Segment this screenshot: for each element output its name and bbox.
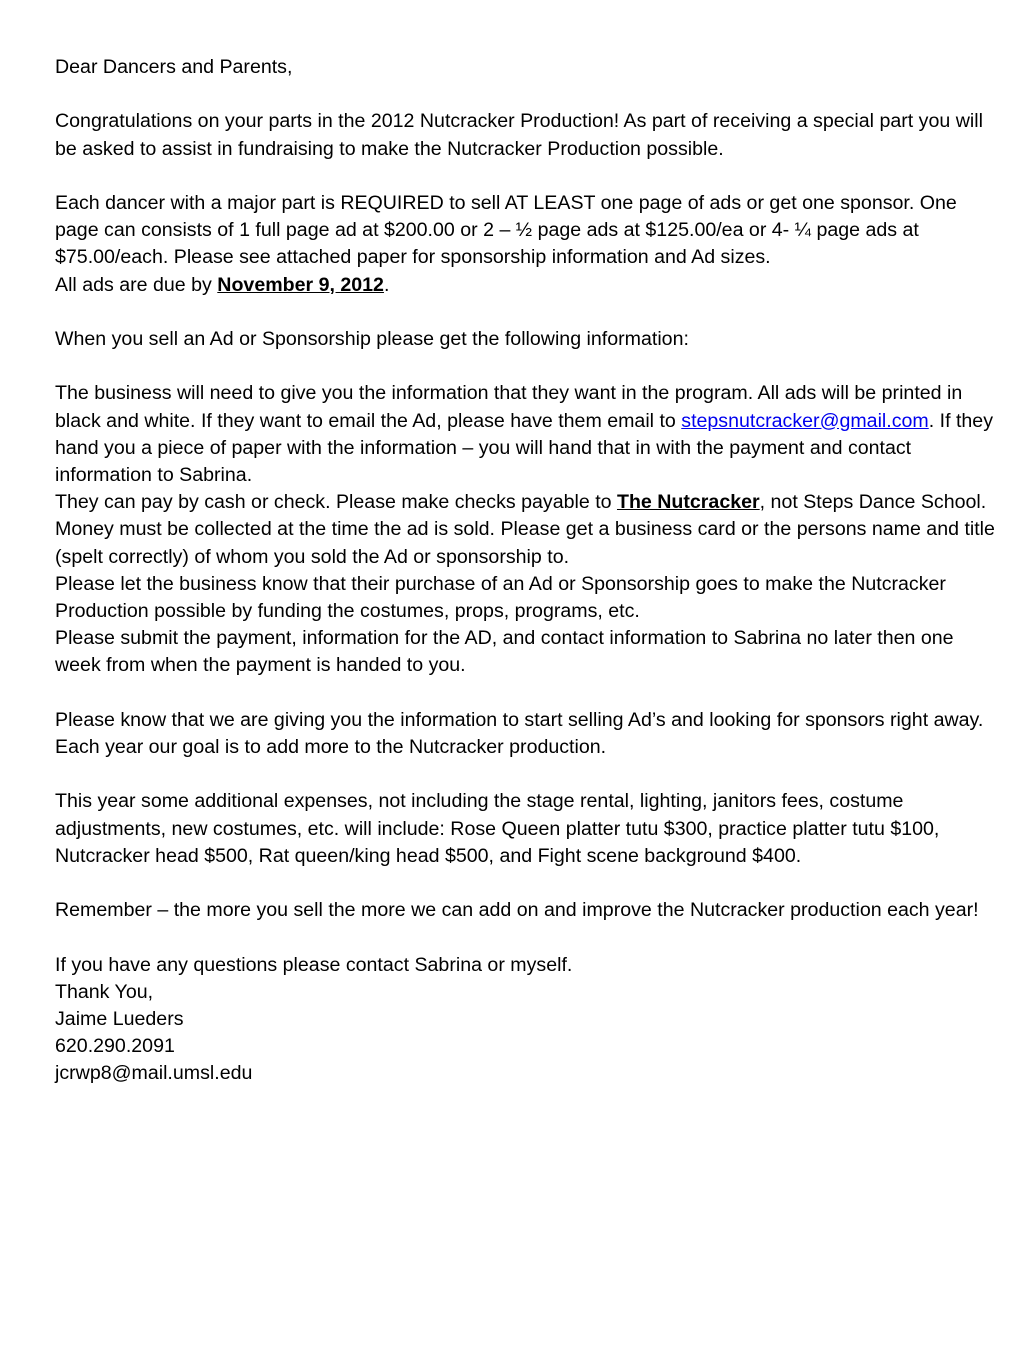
letter-body [55,54,1000,1088]
paragraph-payment [55,489,1000,571]
signer-phone: 620.290.2091 [55,1035,175,1058]
payment-text-b: , not Steps Dance School. Money must be collected at the time the ad is sold. Please get a business card or the persons name and title (spelt correctly) of whom you sold the Ad or sponsorship to. [55,491,995,568]
spacer [55,163,1000,190]
paragraph-requirements: Each dancer with a major part is REQUIRED to sell AT LEAST one page of ads or get one sponsor. One page can consists of 1 full page ad at $200.00 or 2 – ½ page ads at $125.00/ea or 4- ¼ page ads at $75.00/each. Please see attached paper for sponsorship information and Ad sizes. [55,191,957,269]
spacer [55,870,1000,897]
signer-email: jcrwp8@mail.umsl.edu [55,1062,253,1085]
signer-name: Jaime Lueders [55,1007,184,1030]
greeting: Dear Dancers and Parents, [55,56,293,78]
paragraph-info-needed: When you sell an Ad or Sponsorship please get the following information: [55,327,689,350]
paragraph-submission: Please submit the payment, information for the AD, and contact information to Sabrina no later then one week from when the payment is handed to you. [55,627,954,677]
business-info-text-a: The business will need to give you the information that they want in the program. All ads will be printed in black and white. If they want to email the Ad, please have them email to [55,382,963,432]
paragraph-purchase-purpose: Please let the business know that their purchase of an Ad or Sponsorship goes to make the Nutcracker Production possible by funding the costumes, props, programs, etc. [55,572,946,622]
paragraph-expenses: This year some additional expenses, not including the stage rental, lighting, janitors fees, costume adjustments, new costumes, etc. will include: Rose Queen platter tutu $300, practice platter tutu $100, Nutcracker head $500, Rat queen/king head $500, and Fight scene background $400. [55,790,940,867]
due-date: November 9, 2012 [217,273,384,296]
due-prefix: All ads are due by [55,273,218,296]
spacer [55,761,1000,788]
closing-line: If you have any questions please contact Sabrina or myself. [55,953,573,976]
paragraph-reminder: Remember – the more you sell the more we can add on and improve the Nutcracker production each year! [55,899,979,922]
paragraph-goal: Please know that we are giving you the information to start selling Ad’s and looking for sponsors right away. Each year our goal is to add more to the Nutcracker production. [55,708,984,758]
sign-off: Thank You, [55,980,154,1003]
email-link[interactable]: stepsnutcracker@gmail.com [681,409,929,432]
spacer [55,924,1000,951]
paragraph-congratulations: Congratulations on your parts in the 2012 Nutcracker Production! As part of receiving a special part you will be asked to assist in fundraising to make the Nutcracker Production possible. [55,110,983,160]
due-date-line [55,272,1000,299]
paragraph-business-info [55,380,1000,489]
spacer [55,81,1000,108]
spacer [55,353,1000,380]
payment-text-a: They can pay by cash or check. Please make checks payable to [55,491,617,514]
spacer [55,680,1000,707]
spacer [55,299,1000,326]
due-suffix: . [383,273,390,296]
business-info-text-b: . If they hand you a piece of paper with the information – you will hand that in with the payment and contact information to Sabrina. [55,409,994,486]
payee-name: The Nutcracker [616,491,760,514]
